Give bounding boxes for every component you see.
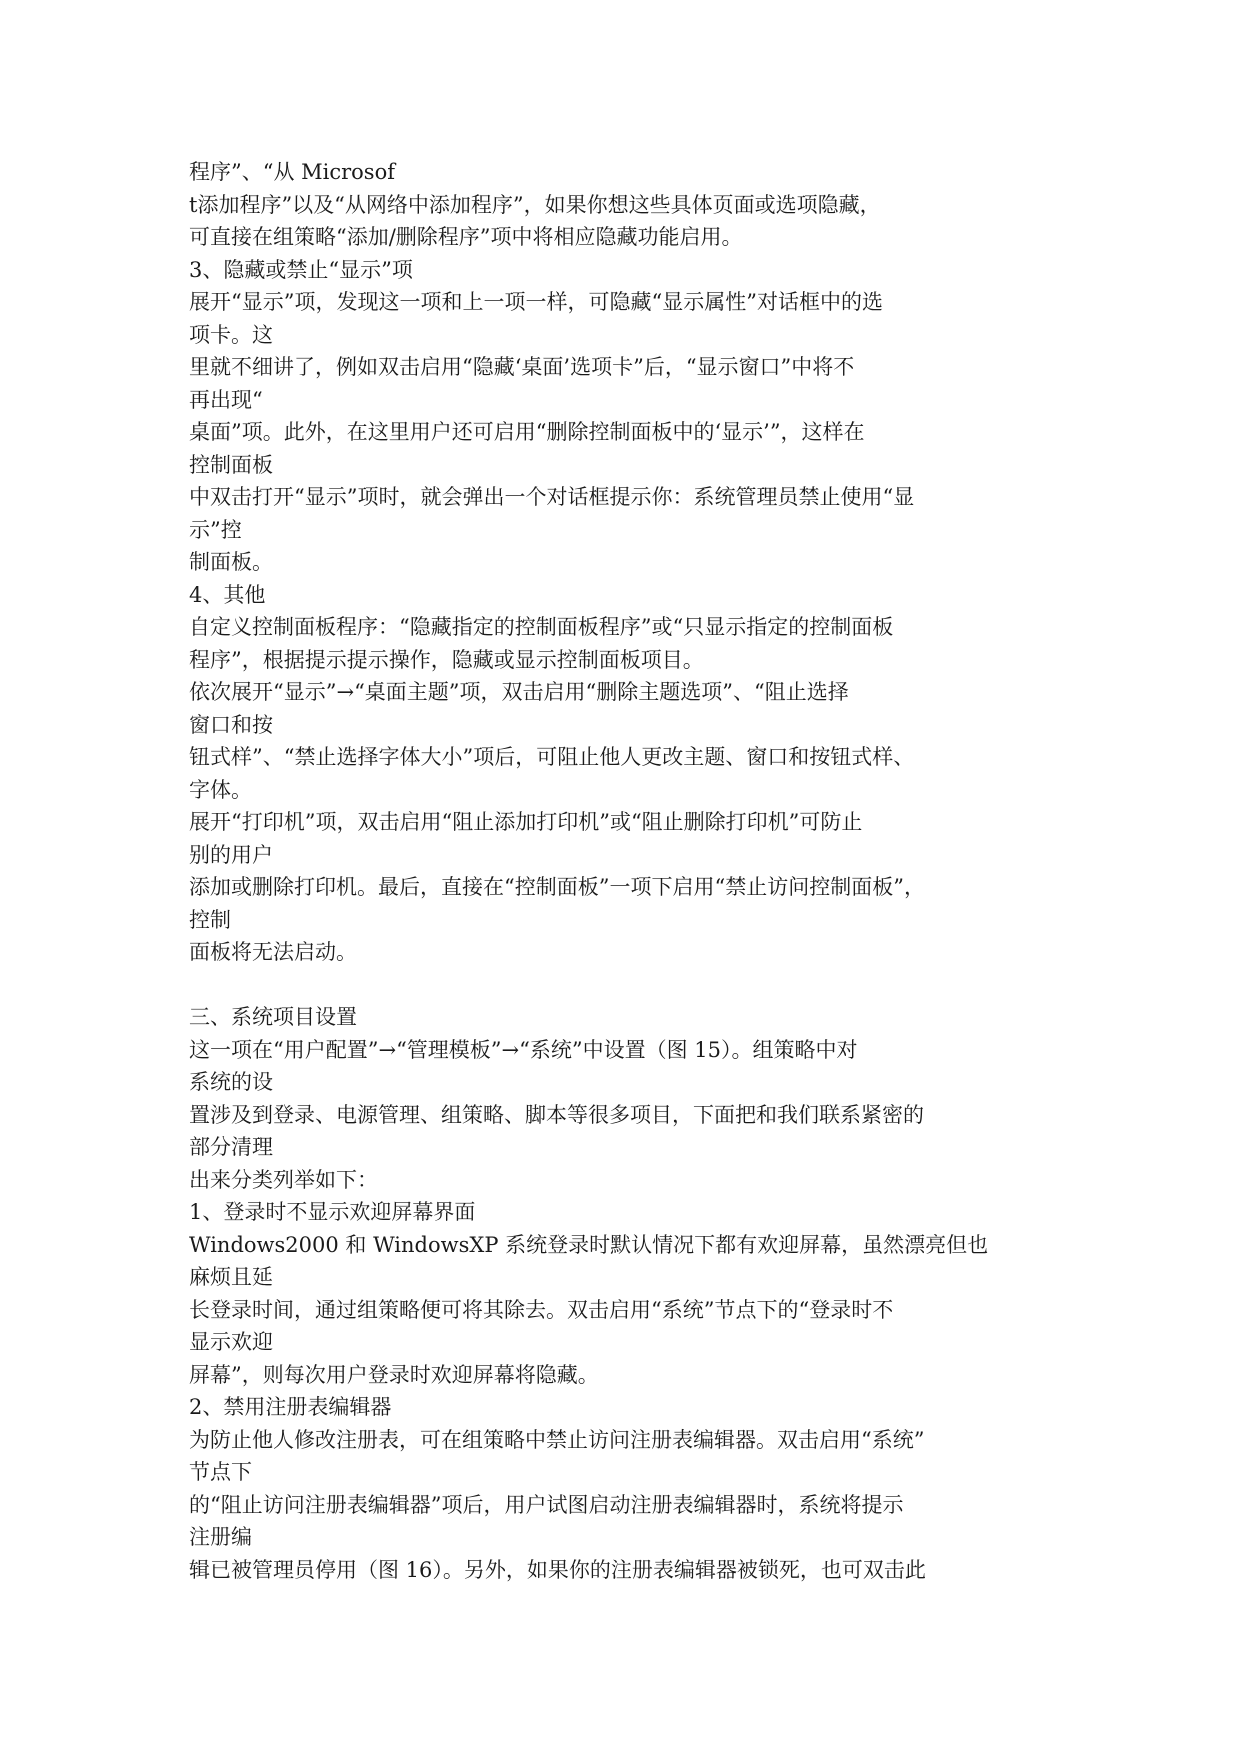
- text-line: 屏幕”，则每次用户登录时欢迎屏幕将隐藏。: [189, 1362, 599, 1387]
- text-line: 这一项在“用户配置”→“管理模板”→“系统”中设置（图 15）。组策略中对: [189, 1037, 858, 1062]
- text-line: 系统的设: [189, 1070, 273, 1094]
- text-line: 再出现“: [189, 387, 263, 412]
- text-line: 可直接在组策略“添加/删除程序”项中将相应隐藏功能启用。: [189, 225, 743, 249]
- text-line: 中双击打开“显示”项时，就会弹出一个对话框提示你：系统管理员禁止使用“显: [189, 485, 915, 509]
- text-line: 展开“显示”项，发现这一项和上一项一样，可隐藏“显示属性”对话框中的选: [189, 290, 883, 314]
- section-heading: 三、系统项目设置: [189, 1005, 357, 1029]
- text-line: 里就不细讲了，例如双击启用“隐藏‘桌面’选项卡”后，“显示窗口”中将不: [189, 355, 855, 379]
- text-line: 展开“打印机”项，双击启用“阻止添加打印机”或“阻止删除打印机”可防止: [189, 810, 863, 834]
- text-line: 注册编: [189, 1525, 252, 1549]
- section-heading: 3、隐藏或禁止“显示”项: [189, 257, 413, 282]
- section-heading: 1、登录时不显示欢迎屏幕界面: [189, 1200, 476, 1224]
- document-body: [189, 156, 1069, 1586]
- text-line: 辑已被管理员停用（图 16）。另外，如果你的注册表编辑器被锁死，也可双击此: [189, 1557, 926, 1582]
- blank-line: [189, 969, 1069, 1002]
- text-line: 为防止他人修改注册表，可在组策略中禁止访问注册表编辑器。双击启用“系统”: [189, 1427, 925, 1452]
- section-heading: 4、其他: [189, 582, 266, 607]
- text-line: Windows2000 和 WindowsXP 系统登录时默认情况下都有欢迎屏幕，虽然漂亮但也: [189, 1232, 989, 1257]
- text-line: 字体。: [189, 777, 252, 802]
- text-line: 别的用户: [189, 842, 273, 867]
- text-line: 控制: [189, 907, 231, 932]
- text-line: 窗口和按: [189, 712, 273, 737]
- text-line: 麻烦且延: [189, 1265, 273, 1289]
- text-line: 依次展开“显示”→“桌面主题”项，双击启用“删除主题选项”、“阻止选择: [189, 680, 849, 704]
- text-line: 程序”、“从 Microsof: [189, 160, 396, 184]
- text-line: 钮式样”、“禁止选择字体大小”项后，可阻止他人更改主题、窗口和按钮式样、: [189, 745, 915, 769]
- text-line: 控制面板: [189, 452, 273, 477]
- text-line: 自定义控制面板程序：“隐藏指定的控制面板程序”或“只显示指定的控制面板: [189, 615, 894, 639]
- text-line: 程序”，根据提示提示操作，隐藏或显示控制面板项目。: [189, 647, 704, 672]
- text-line: 显示欢迎: [189, 1330, 273, 1354]
- text-line: 面板将无法启动。: [189, 940, 357, 964]
- text-line: 部分清理: [189, 1135, 273, 1159]
- text-line: t添加程序”以及“从网络中添加程序”，如果你想这些具体页面或选项隐藏，: [189, 192, 881, 217]
- text-line: 制面板。: [189, 550, 273, 574]
- text-line: 桌面”项。此外，在这里用户还可启用“删除控制面板中的‘显示’”，这样在: [189, 420, 865, 444]
- text-line: 出来分类列举如下：: [189, 1167, 378, 1192]
- text-line: 置涉及到登录、电源管理、组策略、脚本等很多项目，下面把和我们联系紧密的: [189, 1102, 924, 1127]
- text-line: 节点下: [189, 1460, 252, 1484]
- section-heading: 2、禁用注册表编辑器: [189, 1395, 392, 1419]
- text-line: 的“阻止访问注册表编辑器”项后，用户试图启动注册表编辑器时，系统将提示: [189, 1492, 904, 1517]
- text-line: 示”控: [189, 517, 242, 542]
- text-line: 添加或删除打印机。最后，直接在“控制面板”一项下启用“禁止访问控制面板”，: [189, 875, 925, 899]
- text-line: 长登录时间，通过组策略便可将其除去。双击启用“系统”节点下的“登录时不: [189, 1297, 894, 1322]
- text-line: 项卡。这: [189, 322, 273, 347]
